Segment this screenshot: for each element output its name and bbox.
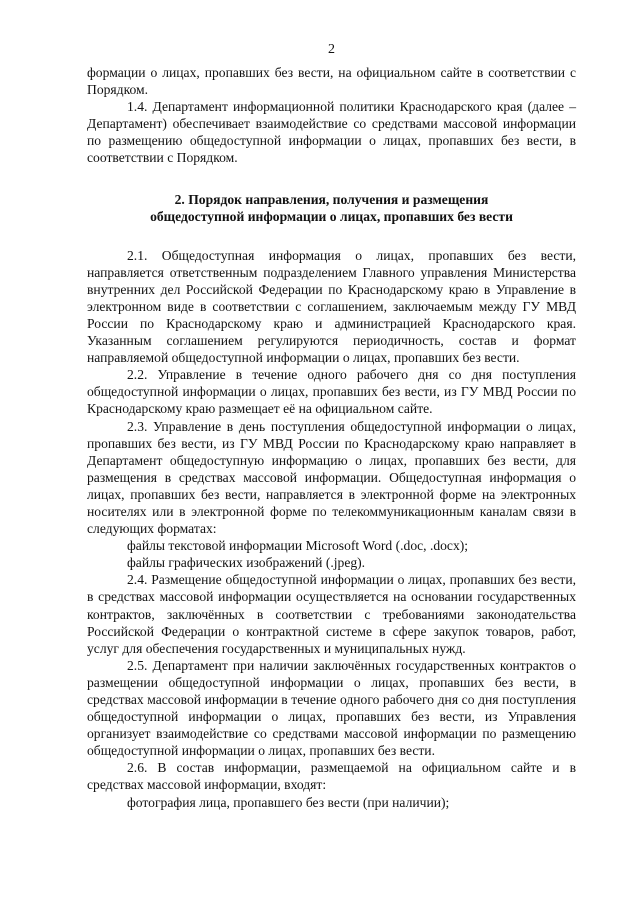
- paragraph-2-2: 2.2. Управление в течение одного рабочего дня со дня поступления общедоступной информации о лицах, пропавших без вести, из ГУ МВД России по Краснодарскому краю размещает её на официальном сайте.: [87, 367, 576, 417]
- content-item-photo: фотография лица, пропавшего без вести (при наличии);: [127, 794, 450, 810]
- paragraph-2-6: 2.6. В состав информации, размещаемой на официальном сайте и в средствах массовой информации, входят:: [87, 760, 576, 793]
- paragraph-2-3: 2.3. Управление в день поступления общедоступной информации о лицах, пропавших без вести, из ГУ МВД России по Краснодарскому краю направляет в Департамент общедоступную информацию о лицах, пропавших без вести, для размещения в средствах массовой информации. Общедоступная информация о лицах, пропавших без вести, направляется в электронной форме на электронных носителях или в электронной форме по телекоммуникационным каналам связи в следующих форматах:: [87, 418, 576, 537]
- format-item-jpeg: файлы графических изображений (.jpeg).: [127, 555, 366, 571]
- paragraph-2-1: 2.1. Общедоступная информация о лицах, пропавших без вести, направляется ответственным подразделением Главного управления Министерства внутренних дел Российской Федерации по Краснодарскому краю в Управление в электронном виде в соответствии с соглашением, заключаемым между ГУ МВД России по Краснодарскому краю и администрацией Краснодарского края. Указанным соглашением регулируются периодичность, состав и формат направляемой общедоступной информации о лицах, пропавших без вести.: [87, 247, 576, 366]
- paragraph-continuation: формации о лицах, пропавших без вести, на официальном сайте в соответствии с Порядком.: [87, 65, 576, 98]
- paragraph-2-5: 2.5. Департамент при наличии заключённых государственных контрактов о размещении общедоступной информации о лицах, пропавших без вести, в средствах массовой информации в течение одного рабочего дня со дня поступления общедоступной информации о лицах, пропавших без вести, из Управления организует взаимодействие со средствами массовой информации по размещению общедоступной информации о лицах, пропавших без вести.: [87, 657, 576, 759]
- paragraph-1-4: 1.4. Департамент информационной политики Краснодарского края (далее – Департамент) обеспечивает взаимодействие со средствами массовой информации по размещению общедоступной информации о лицах, пропавших без вести, в соответствии с Порядком.: [87, 99, 576, 166]
- format-item-word: файлы текстовой информации Microsoft Word (.doc, .docx);: [127, 538, 469, 554]
- page-number: 2: [328, 42, 335, 57]
- section-title: 2. Порядок направления, получения и размещения общедоступной информации о лицах, пропавших без вести: [150, 191, 513, 224]
- paragraph-2-4: 2.4. Размещение общедоступной информации о лицах, пропавших без вести, в средствах массовой информации осуществляется на основании государственных контрактов, заключённых в соответствии с требованиями законодательства Российской Федерации о контрактной системе в сфере закупок товаров, работ, услуг для обеспечения государственных и муниципальных нужд.: [87, 572, 576, 656]
- document-page: [87, 40, 576, 811]
